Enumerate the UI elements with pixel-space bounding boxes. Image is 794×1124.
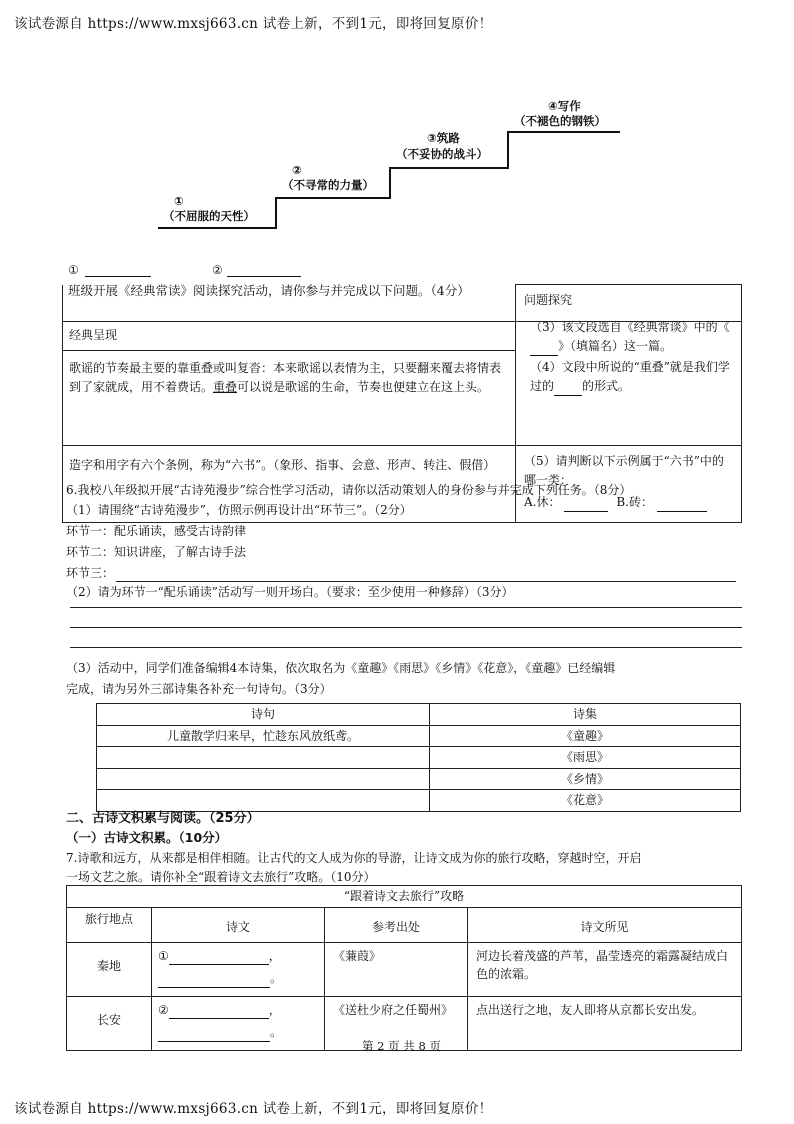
travel-seen: 点出送行之地，友人即将从京都长安出发。 (468, 996, 742, 1050)
travel-source: 《送杜少府之任蜀州》 (325, 996, 468, 1050)
travel-poem-cell: ① ， 。 (152, 942, 325, 996)
step-2-label: （不寻常的力量） (282, 178, 374, 192)
poem-cell[interactable] (97, 747, 430, 769)
q6-answer-line-3[interactable] (70, 647, 742, 648)
answer-blank-1[interactable] (85, 264, 151, 277)
q6-part1: （1）请围绕“古诗苑漫步”，仿照示例再设计出“环节三”。（2分） (66, 503, 412, 517)
q7-line1: 7.诗歌和远方，从来都是相伴相随。让古代的文人成为你的导游，让诗文成为你的旅行攻略，穿越时空，开启 (66, 851, 642, 865)
step-3-title: ③筑路 (427, 131, 460, 145)
travel-seen: 河边长着茂盛的芦苇，晶莹透亮的霜露凝结成白色的浓霜。 (468, 942, 742, 996)
top-banner: 该试卷源自 https://www.mxsj663.cn 试卷上新，不到1元，即将回复原价！ (14, 16, 493, 32)
q5-blank-4[interactable] (554, 383, 582, 396)
collection-header: 诗集 (430, 704, 741, 726)
q6-title: 6.我校八年级拟开展“古诗苑漫步”综合性学习活动，请你以活动策划人的身份参与并完成下列任务。（8分） (66, 483, 632, 497)
page-number: 第 2 页 共 8 页 (362, 1039, 441, 1053)
staircase-answer-1: ① (68, 263, 151, 277)
section-2-title: 二、古诗文积累与阅读。（25分） (66, 811, 260, 826)
travel-table-title: “跟着诗文去旅行”攻略 (67, 886, 742, 908)
travel-header-poem: 诗文 (152, 907, 325, 942)
q5-blank-a[interactable] (564, 499, 608, 512)
staircase-answer-2: ② (212, 263, 301, 277)
q6-answer-line-1[interactable] (70, 607, 742, 608)
q5-question-3: （3）该文段选自《经典常谈》中的《》（填篇名）这一篇。 (530, 318, 736, 356)
q6-part3-line2: 完成，请为另外三部诗集各补充一句诗句。（3分） (66, 682, 332, 696)
q6-part3-line1: （3）活动中，同学们准备编辑4本诗集，依次取名为《童趣》《雨思》《乡情》《花意》，《童趣》已经编辑 (66, 661, 616, 675)
q5-blank-b[interactable] (657, 499, 707, 512)
poem-header: 诗句 (97, 704, 430, 726)
travel-header-place: 旅行地点 (67, 907, 152, 942)
q6-answer-line-2[interactable] (70, 627, 742, 628)
travel-source: 《蒹葭》 (325, 942, 468, 996)
q5-passage-2: 造字和用字有六个条例，称为“六书”。（象形、指事、会意、形声、转注、假借） (63, 446, 516, 523)
travel-place: 秦地 (67, 942, 152, 996)
q5-blank-3[interactable] (530, 343, 558, 356)
q5-header-explore: 问题探究 (516, 285, 742, 322)
step-1-number: ① (174, 194, 184, 208)
step-3-label: （不妥协的战斗） (396, 147, 488, 161)
q6-link-3-line[interactable] (116, 581, 736, 582)
q7-travel-table (66, 885, 742, 1051)
travel-blank[interactable] (169, 1006, 269, 1019)
collection-cell: 《童趣》 (430, 725, 741, 747)
travel-blank[interactable] (158, 1029, 270, 1042)
poem-cell[interactable] (97, 768, 430, 790)
travel-header-source: 参考出处 (325, 907, 468, 942)
q6-link-3: 环节三： (66, 566, 115, 580)
q5-intro: 班级开展《经典常读》阅读探究活动，请你参与并完成以下问题。（4分） (68, 283, 470, 298)
travel-blank[interactable] (158, 975, 270, 988)
q6-part2: （2）请为环节一“配乐诵读”活动写一则开场白。（要求：至少使用一种修辞）（3分） (66, 585, 514, 599)
bottom-banner: 该试卷源自 https://www.mxsj663.cn 试卷上新，不到1元，即将回复原价！ (14, 1101, 493, 1117)
step-1-label: （不屈服的天性） (163, 209, 255, 223)
q5-header-classic: 经典呈现 (63, 322, 516, 351)
q6-link-2: 环节二：知识讲座，了解古诗手法 (66, 545, 247, 559)
collection-cell: 《乡情》 (430, 768, 741, 790)
collection-cell: 《花意》 (430, 790, 741, 812)
answer-blank-2[interactable] (227, 264, 301, 277)
poem-cell: 儿童散学归来早，忙趁东风放纸鸢。 (97, 725, 430, 747)
q7-line2: 一场文艺之旅。请你补全“跟着诗文去旅行”攻略。（10分） (66, 870, 376, 884)
section-2-subtitle: （一）古诗文积累。（10分） (66, 830, 228, 845)
travel-poem-cell: ② ， 。 (152, 996, 325, 1050)
step-2-number: ② (292, 163, 302, 177)
travel-header-seen: 诗文所见 (468, 907, 742, 942)
step-4-label: （不褪色的钢铁） (514, 114, 606, 128)
q5-passage-1: 歌谣的节奏最主要的靠重叠或叫复沓：本来歌谣以表情为主，只要翻来覆去将情表到了家就成，用不着费话。重叠可以说是歌谣的生命，节奏也便建立在这上头。 (63, 351, 516, 446)
q6-poem-table (96, 703, 741, 812)
collection-cell: 《雨思》 (430, 747, 741, 769)
travel-blank[interactable] (169, 952, 269, 965)
q6-link-1: 环节一：配乐诵读，感受古诗韵律 (66, 524, 247, 538)
step-4-title: ④写作 (548, 99, 581, 113)
q5-question-4: （4）文段中所说的“重叠”就是我们学过的 的形式。 (530, 358, 736, 396)
travel-place: 长安 (67, 996, 152, 1050)
q5-explore-cell-2: （5）请判断以下示例属于“六书”中的哪一类： A.休： B.砖： (516, 446, 742, 523)
